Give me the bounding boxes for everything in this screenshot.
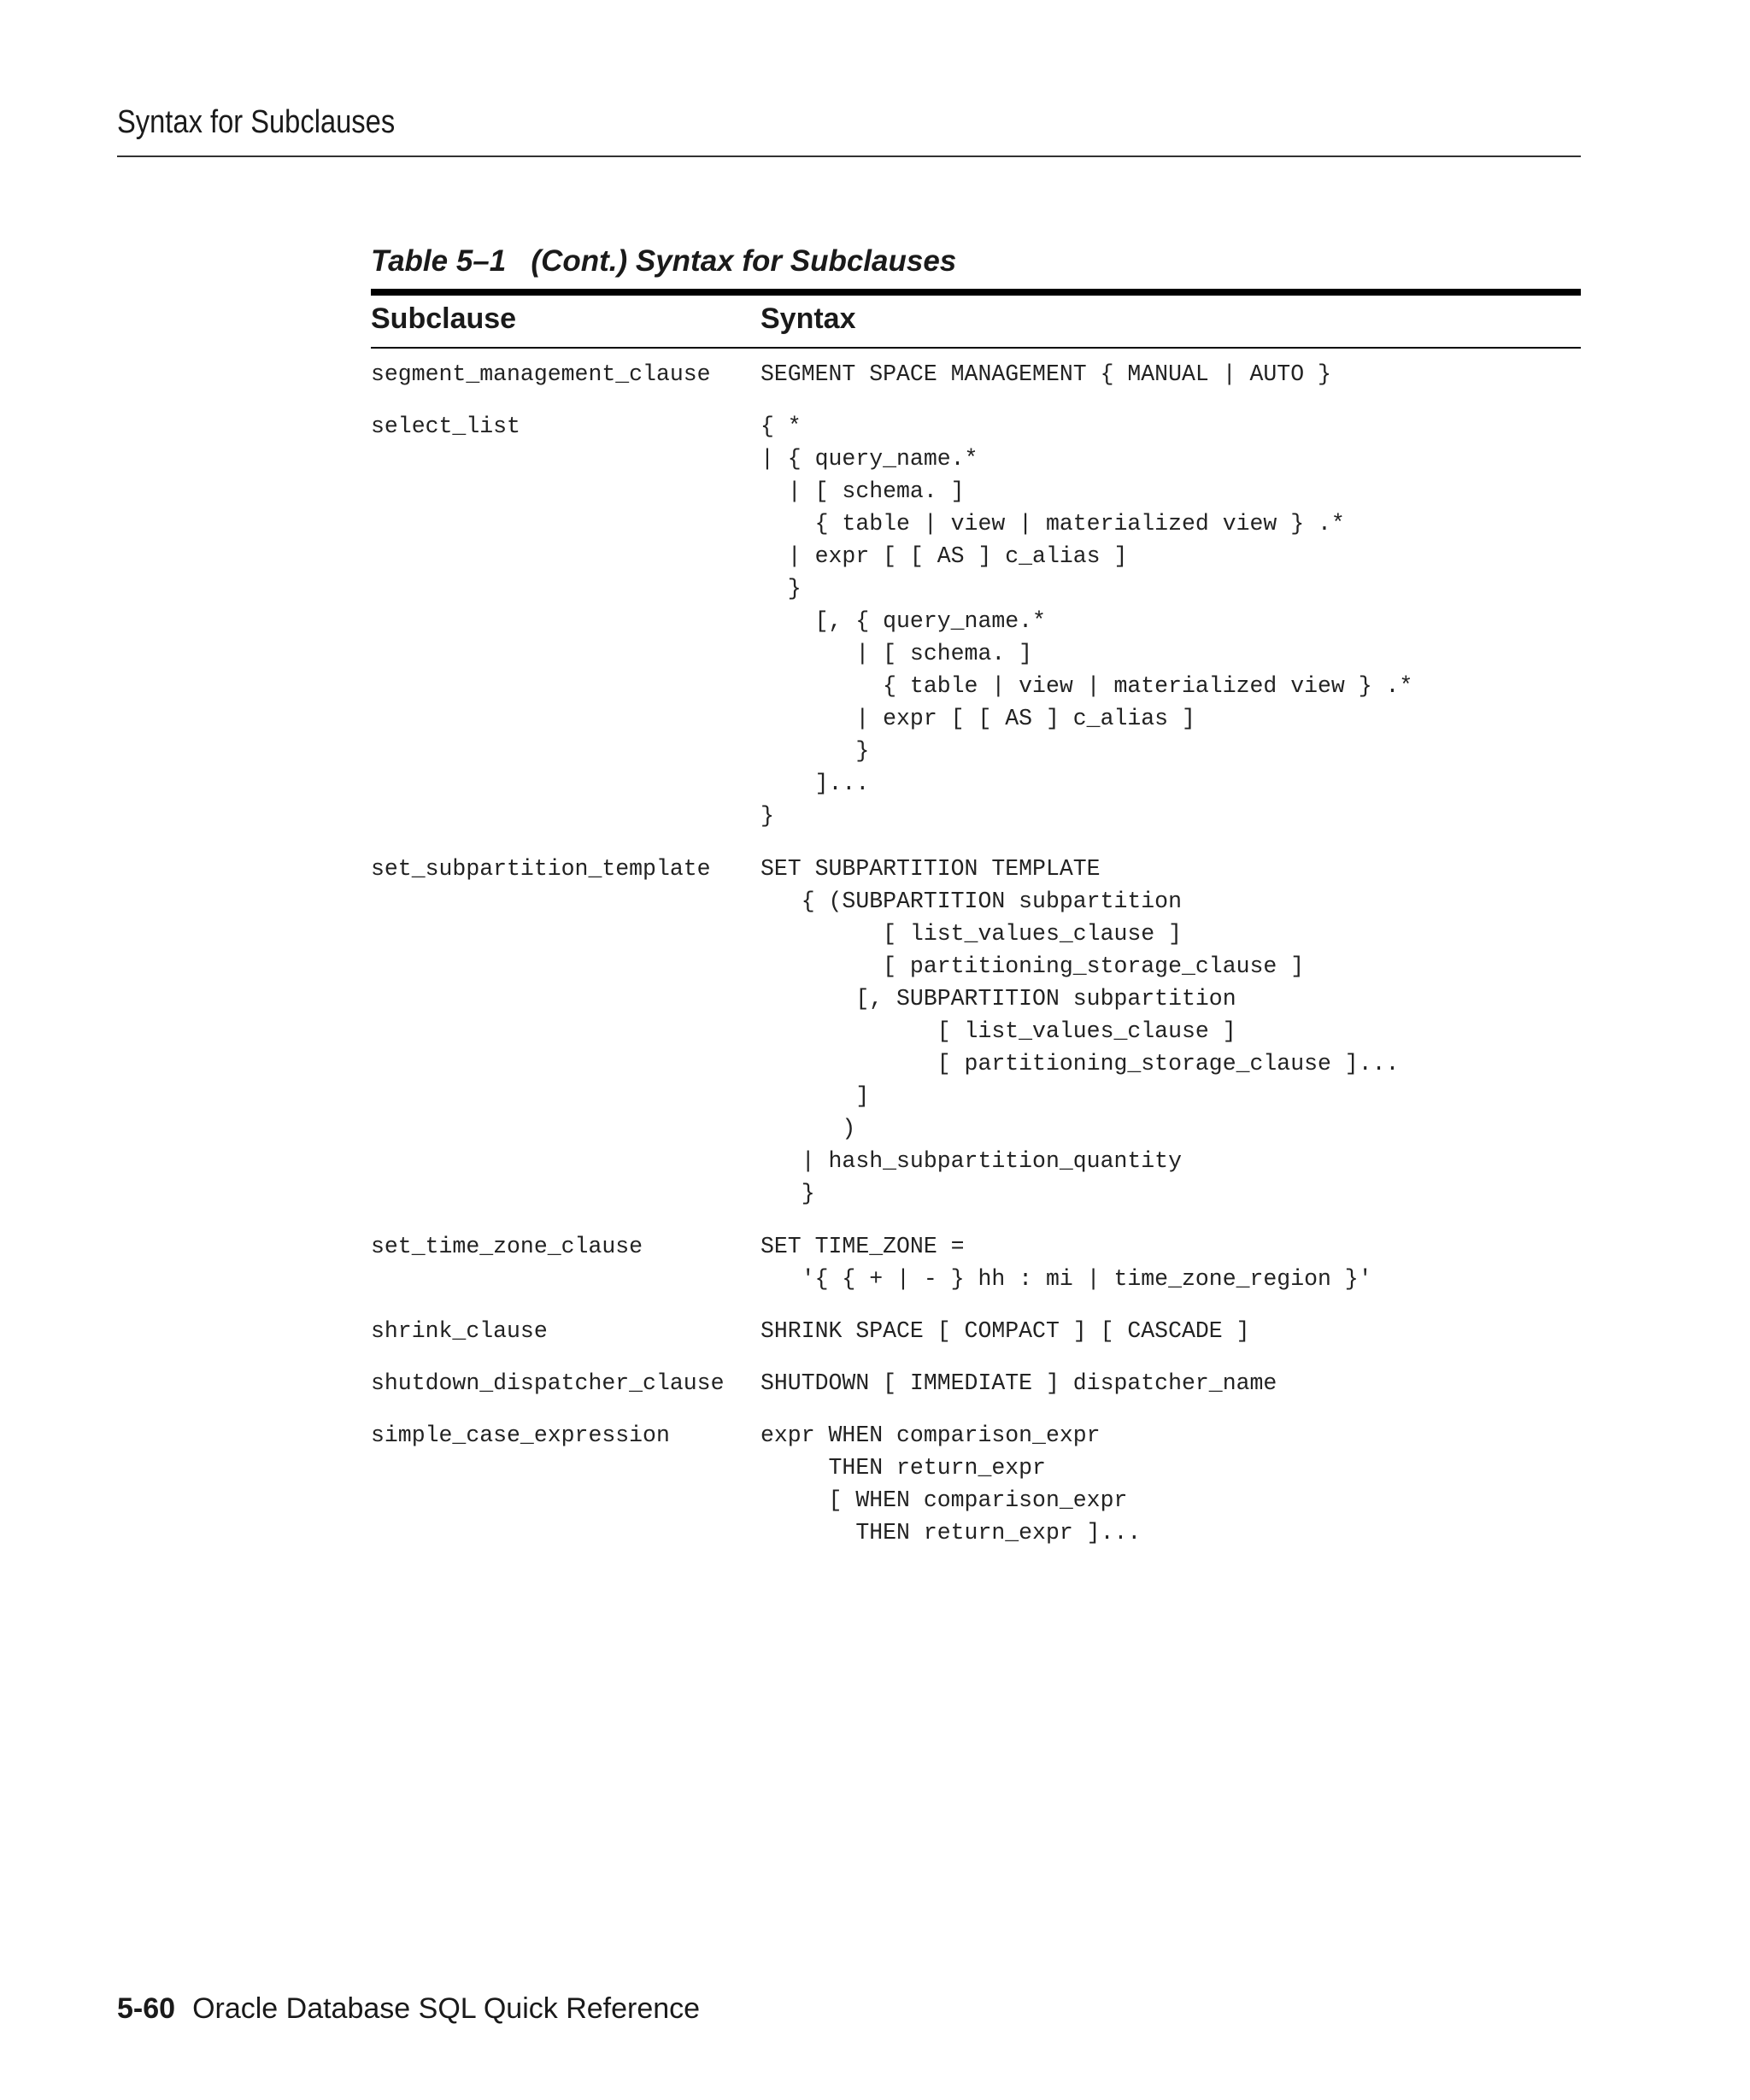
syntax-text: { * | { query_name.* | [ schema. ] { table | view | materialized view } .* | expr [ [ AS ] c_alias ] } [, { query_name.* | [ schema. ] { table | view | materialized view } .* | expr [ [ AS ] c_alias ] } ]... } — [760, 414, 1413, 829]
page-footer — [117, 1992, 700, 2026]
subclause-name: shrink_clause — [371, 1318, 548, 1344]
subclause-name: segment_management_clause — [371, 361, 711, 387]
table-header-rule — [371, 347, 1581, 349]
subclause-name: set_time_zone_clause — [371, 1234, 643, 1259]
table-top-rule — [371, 289, 1581, 296]
subclause-name: simple_case_expression — [371, 1422, 670, 1448]
page-number: 5-60 — [117, 1992, 176, 2025]
syntax-text: SET SUBPARTITION TEMPLATE { (SUBPARTITION subpartition [ list_values_clause ] [ partitioning_storage_clause ] [, SUBPARTITION subpartition [ list_values_clause ] [ partitioning_storage_clause ]... ] ) | hash_subpartition_quantity } — [760, 856, 1400, 1206]
table-caption: Table 5–1 (Cont.) Syntax for Subclauses — [371, 244, 957, 278]
syntax-text: SHUTDOWN [ IMMEDIATE ] dispatcher_name — [760, 1370, 1277, 1396]
column-header-syntax: Syntax — [760, 302, 856, 335]
running-head: Syntax for Subclauses — [117, 104, 396, 140]
subclause-name: select_list — [371, 414, 520, 439]
book-title: Oracle Database SQL Quick Reference — [192, 1992, 701, 2025]
column-header-subclause: Subclause — [371, 302, 517, 335]
syntax-text: SEGMENT SPACE MANAGEMENT { MANUAL | AUTO } — [760, 361, 1331, 387]
syntax-text: SHRINK SPACE [ COMPACT ] [ CASCADE ] — [760, 1318, 1250, 1344]
subclause-name: set_subpartition_template — [371, 856, 711, 882]
subclause-name: shutdown_dispatcher_clause — [371, 1370, 725, 1396]
header-divider — [117, 155, 1581, 157]
syntax-text: SET TIME_ZONE = '{ { + | - } hh : mi | time_zone_region }' — [760, 1234, 1372, 1292]
syntax-text: expr WHEN comparison_expr THEN return_expr [ WHEN comparison_expr THEN return_expr ]... — [760, 1422, 1142, 1546]
